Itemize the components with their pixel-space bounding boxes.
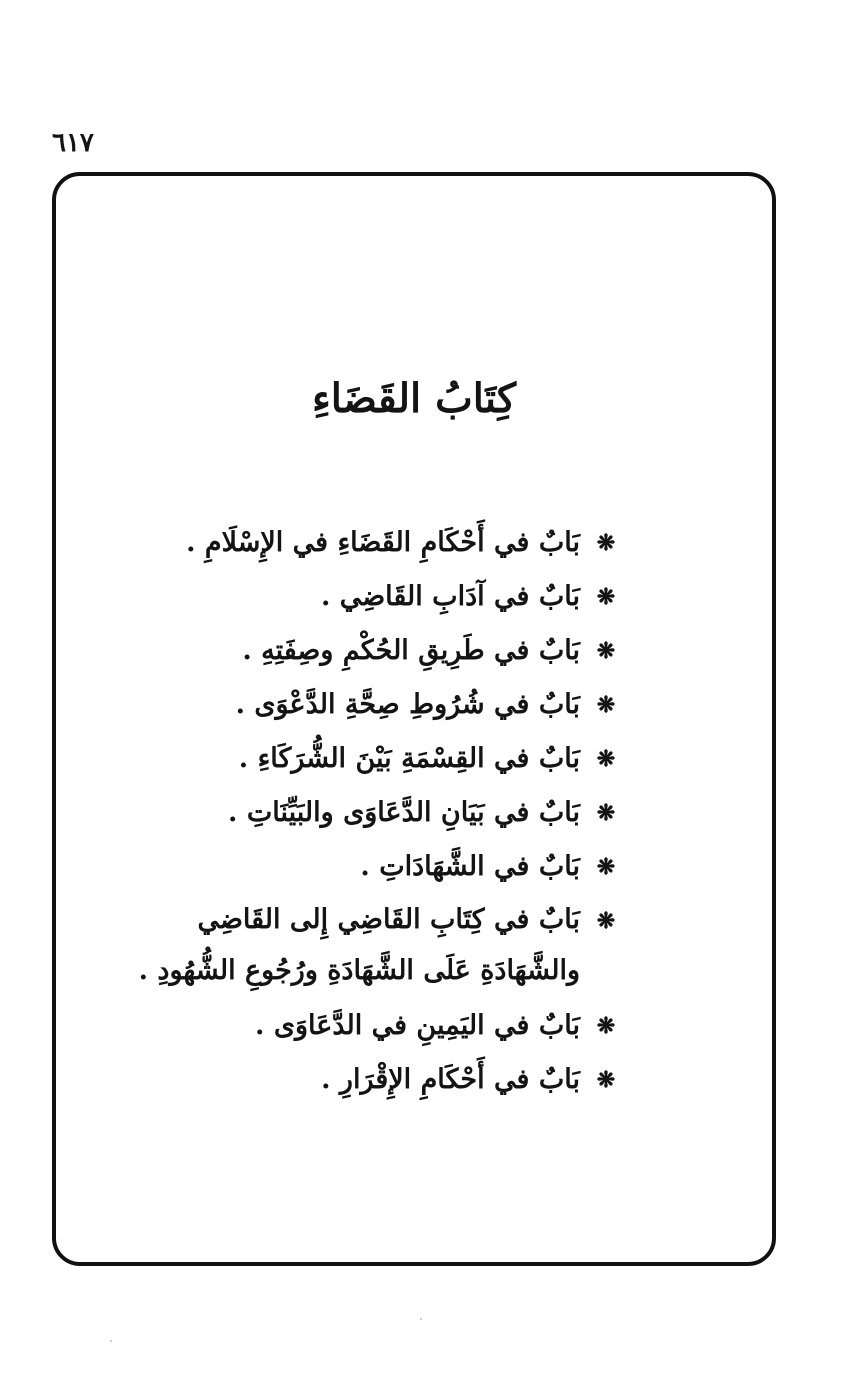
toc-item [122, 786, 622, 840]
chapter-frame [52, 172, 776, 1266]
toc-item-text: بَابٌ في بَيَانِ الدَّعَاوَى والبَيِّنَاتِ . [228, 797, 580, 828]
toc-item-text: بَابٌ في أَحْكَامِ القَضَاءِ في الإِسْلَامِ . [186, 527, 580, 558]
scan-speck [420, 1318, 422, 1320]
toc-item [122, 516, 622, 570]
scan-speck [110, 1340, 112, 1342]
toc-item-text: بَابٌ في كِتَابِ القَاضِي إِلى القَاضِي والشَّهَادَةِ عَلَى الشَّهَادَةِ ورُجُوعِ الشُّهُودِ . [138, 904, 580, 986]
asterisk-bullet-icon: ❋ [596, 1067, 616, 1093]
asterisk-bullet-icon: ❋ [596, 584, 616, 610]
asterisk-bullet-icon: ❋ [596, 800, 616, 826]
toc-list [122, 516, 622, 1107]
toc-item-text: بَابٌ في القِسْمَةِ بَيْنَ الشُّرَكَاءِ . [238, 743, 580, 774]
asterisk-bullet-icon: ❋ [596, 908, 616, 934]
toc-item [122, 570, 622, 624]
toc-item [122, 840, 622, 894]
toc-item-text: بَابٌ في أَحْكَامِ الإِقْرَارِ . [321, 1064, 580, 1095]
toc-item-text: بَابٌ في اليَمِينِ في الدَّعَاوَى . [255, 1010, 580, 1041]
asterisk-bullet-icon: ❋ [596, 854, 616, 880]
toc-item-text: بَابٌ في آدَابِ القَاضِي . [320, 581, 580, 612]
asterisk-bullet-icon: ❋ [596, 530, 616, 556]
toc-item [122, 1053, 622, 1107]
asterisk-bullet-icon: ❋ [596, 1013, 616, 1039]
asterisk-bullet-icon: ❋ [596, 746, 616, 772]
asterisk-bullet-icon: ❋ [596, 692, 616, 718]
asterisk-bullet-icon: ❋ [596, 638, 616, 664]
toc-item-text: بَابٌ في طَرِيقِ الحُكْمِ وصِفَتِهِ . [242, 635, 580, 666]
toc-item-text: بَابٌ في شُرُوطِ صِحَّةِ الدَّعْوَى . [235, 689, 580, 720]
toc-item [122, 678, 622, 732]
toc-item [122, 999, 622, 1053]
page-number: ٦١٧ [52, 128, 94, 158]
toc-item [122, 624, 622, 678]
chapter-title: كِتَابُ القَضَاءِ [311, 375, 517, 422]
toc-item [122, 732, 622, 786]
toc-item-text: بَابٌ في الشَّهَادَاتِ . [360, 851, 580, 882]
toc-item [122, 894, 622, 996]
